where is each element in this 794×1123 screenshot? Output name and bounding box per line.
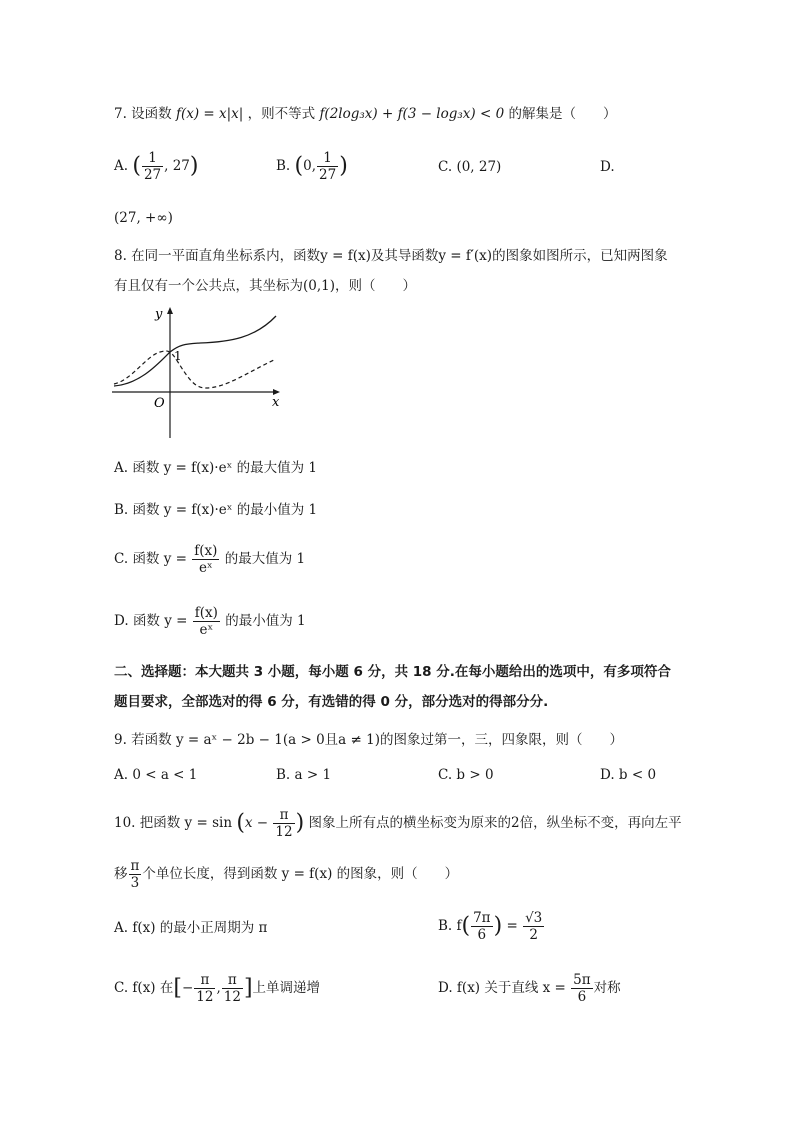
numerator: 5π <box>573 972 591 988</box>
fraction <box>273 807 294 840</box>
numerator: π <box>222 972 243 989</box>
fraction <box>523 910 544 943</box>
intercept-label: 1 <box>174 349 182 363</box>
paren-right: ) <box>493 913 503 939</box>
origin-label: O <box>154 396 165 411</box>
paren-right: ) <box>295 810 305 836</box>
q7-stem-prefix: 7. 设函数 <box>114 106 172 122</box>
stem-pre: 10. 把函数 y = sin <box>114 815 233 831</box>
denominator: 27 <box>143 167 162 183</box>
q7-stem <box>114 104 616 124</box>
stem-arg: x − <box>244 815 269 831</box>
stem-post: 个单位长度，得到函数 y = f(x) 的图象，则（ ） <box>142 866 459 882</box>
fraction <box>222 972 243 1005</box>
y-axis-arrow <box>167 307 173 314</box>
denominator: 3 <box>130 875 140 891</box>
paren-right: ) <box>189 153 199 179</box>
denominator: 6 <box>477 927 487 943</box>
option-label: C. <box>438 159 453 175</box>
option-pre: B. f <box>438 918 462 934</box>
option-label: A. <box>114 158 129 174</box>
option-label: D. <box>600 159 615 175</box>
denominator: 2 <box>529 927 538 943</box>
y-axis-label: y <box>155 307 163 322</box>
option-head: 0, <box>303 158 316 174</box>
q8-stem-line2: 有且仅有一个公共点，其坐标为(0,1)，则（ ） <box>114 278 417 294</box>
denominator: 12 <box>275 824 293 840</box>
option-post: 的最小值为 1 <box>225 613 306 629</box>
fraction <box>194 972 215 1005</box>
q7-option-d-label <box>600 157 615 177</box>
fraction <box>142 150 163 183</box>
option-pre: C. f(x) 在 <box>114 980 174 996</box>
paren-left: ( <box>294 153 304 179</box>
q7-stem-mid: ，则不等式 <box>247 106 316 122</box>
denominator: 12 <box>223 989 241 1005</box>
denominator: 6 <box>577 989 587 1005</box>
curve-f <box>114 316 276 386</box>
q9-option-d: D. b < 0 <box>600 767 657 783</box>
q10-stem-line1 <box>114 807 682 840</box>
option-post: 上单调递增 <box>252 980 321 996</box>
numerator: π <box>130 858 140 874</box>
q9-option-b: B. a > 1 <box>276 767 332 783</box>
numerator: π <box>194 972 215 989</box>
option-pre: D. f(x) 关于直线 x = <box>438 980 566 996</box>
option-post: 的最大值为 1 <box>224 551 306 567</box>
q10-option-c: C. f(x) 在[− $\frac{\pi}{12}$ , $\frac{\pi}{12}$ ]上单调递增 <box>114 972 321 1005</box>
fraction <box>317 150 338 183</box>
curve-f-prime <box>114 351 276 388</box>
denominator: eˣ <box>198 560 213 576</box>
bracket-right: ] <box>243 975 253 1001</box>
option-label: D. <box>114 613 129 629</box>
option-label: C. <box>114 551 129 567</box>
q7-option-d-text <box>114 208 173 228</box>
q9-option-c: C. b > 0 <box>438 767 494 783</box>
q7-inequality: f(2log₃x) + f(3 − log₃x) < 0 <box>319 106 505 122</box>
paren-left: ( <box>132 153 141 179</box>
stem-pre: 移 <box>114 866 128 882</box>
section2-line2: 题目要求，全部选对的得 6 分，有选错的得 0 分，部分选对的得部分分. <box>114 694 549 710</box>
paren-left: ( <box>236 810 245 836</box>
q8-option-c <box>114 543 305 576</box>
option-text: (27, +∞) <box>114 210 173 226</box>
q7-option-a <box>114 150 198 183</box>
q9-option-a: A. 0 < a < 1 <box>114 767 198 783</box>
option-post: 对称 <box>593 980 621 996</box>
numerator: 1 <box>317 150 338 167</box>
option-pre: 函数 y = <box>132 613 188 629</box>
q8-stem-line1: 8. 在同一平面直角坐标系内，函数y = f(x)及其导函数y = f′(x)的图象如图所示，已知两图象 <box>114 248 668 264</box>
option-label: B. <box>114 502 129 518</box>
q10-option-d <box>438 972 621 1005</box>
option-pre: 函数 y = <box>132 551 187 567</box>
fraction <box>471 910 492 943</box>
q7-function: f(x) = x|x| <box>175 106 244 122</box>
q7-option-c <box>438 157 501 177</box>
q7-option-b <box>276 150 348 183</box>
q7-stem-suffix: 的解集是（ ） <box>508 106 617 122</box>
q8-option-a <box>114 458 317 478</box>
denominator: 27 <box>319 167 337 183</box>
numerator: 7π <box>473 910 491 926</box>
option-label: B. <box>276 158 291 174</box>
paren-right: ) <box>339 153 348 179</box>
stem-post: 图象上所有点的横坐标变为原来的2倍，纵坐标不变，再向左平 <box>308 815 682 831</box>
numerator: f(x) <box>194 605 218 621</box>
option-tail: , 27 <box>164 158 190 174</box>
option-text: 函数 y = f(x)·eˣ 的最小值为 1 <box>132 502 318 518</box>
fraction <box>129 858 142 891</box>
denominator: 12 <box>196 989 214 1005</box>
q8-option-d <box>114 605 306 638</box>
section2-line1: 二、选择题：本大题共 3 小题，每小题 6 分，共 18 分.在每小题给出的选项中，有多项符合 <box>114 664 671 680</box>
q9-stem: 9. 若函数 y = aˣ − 2b − 1(a > 0且a ≠ 1)的图象过第一，三，四象限，则（ ） <box>114 732 623 748</box>
numerator: f(x) <box>194 543 218 559</box>
fraction <box>571 972 592 1005</box>
equals-sign: = <box>506 918 518 934</box>
numerator: π <box>273 807 294 824</box>
option-text: (0, 27) <box>456 159 502 175</box>
paren-left: ( <box>461 913 471 939</box>
fraction <box>193 605 220 638</box>
numerator: √3 <box>525 910 543 926</box>
fraction <box>192 543 219 576</box>
q10-stem-line2 <box>114 858 458 891</box>
q8-graph <box>110 304 285 442</box>
denominator: eˣ <box>199 622 214 638</box>
option-text: 函数 y = f(x)·eˣ 的最大值为 1 <box>132 460 317 476</box>
q8-option-b <box>114 500 317 520</box>
numerator: 1 <box>142 150 163 167</box>
q10-option-a: A. f(x) 的最小正周期为 π <box>114 920 268 936</box>
x-axis-label: x <box>272 395 280 410</box>
q10-option-b <box>438 910 545 943</box>
bracket-left: [ <box>173 975 182 1001</box>
option-label: A. <box>114 460 129 476</box>
